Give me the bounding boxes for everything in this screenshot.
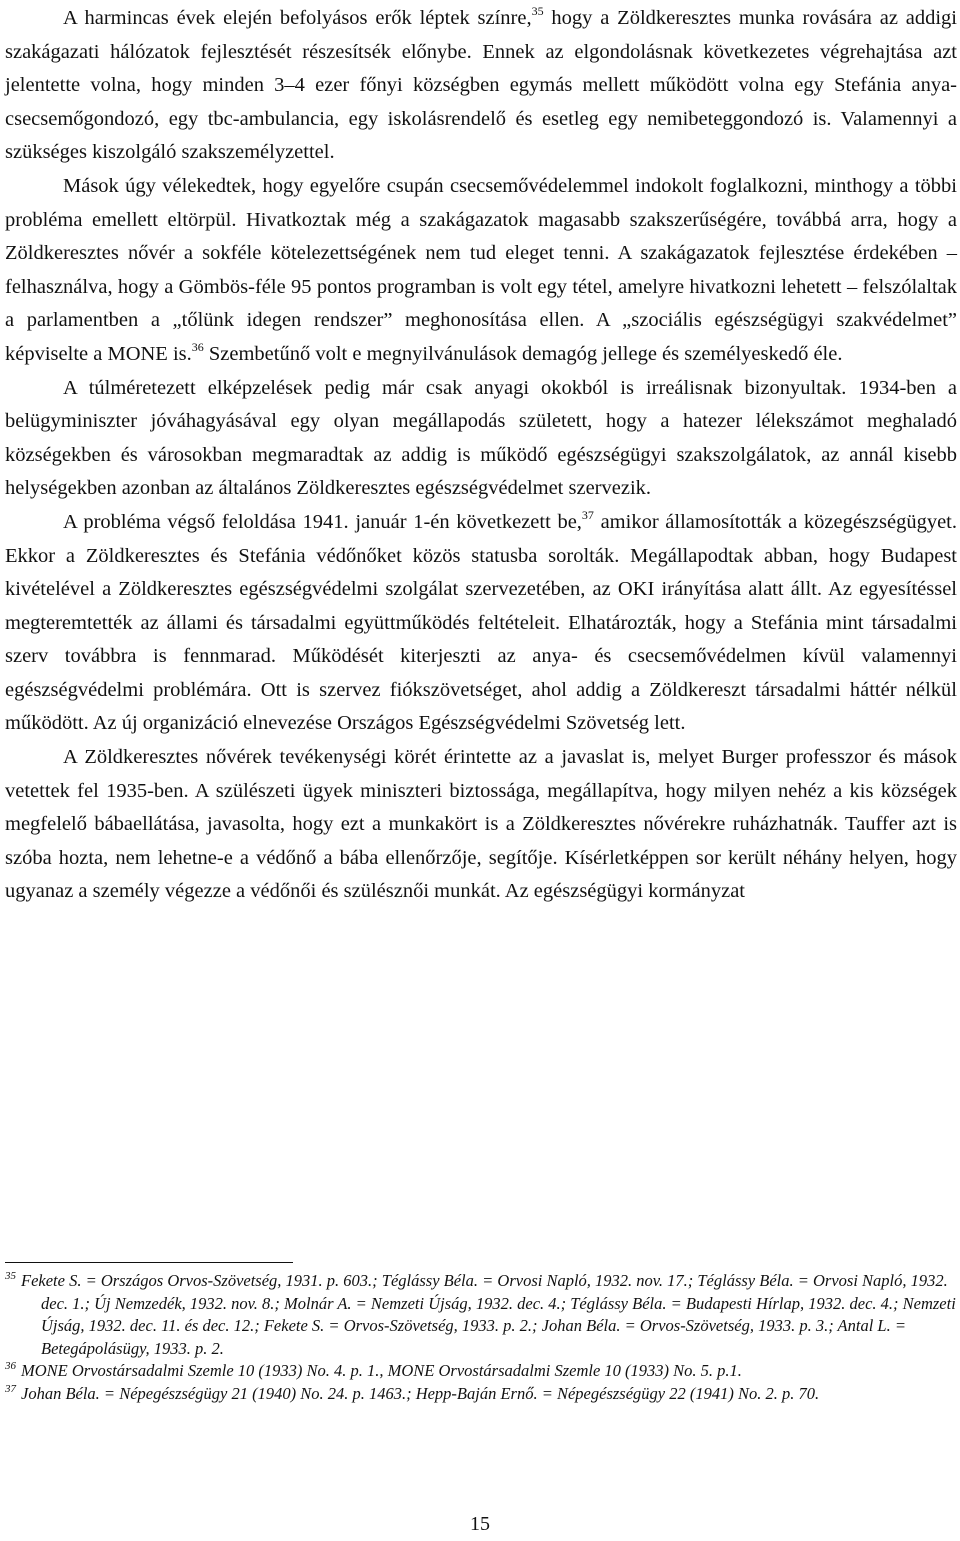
footnote-ref-37[interactable]: 37 <box>581 507 594 522</box>
footnotes <box>5 1270 957 1405</box>
footnote-37: 37 Johan Béla. = Népegészségügy 21 (1940) No. 24. p. 1463.; Hepp-Baján Ernő. = Népegészségügy 22 (1941) No. 2. p. 70. <box>5 1382 820 1403</box>
paragraph-1-text-a: A harmincas évek elején befolyásos erők léptek színre, <box>63 7 532 29</box>
footnote-separator <box>5 1262 293 1263</box>
footnote-ref-36[interactable]: 36 <box>191 339 204 354</box>
body-text <box>5 2 957 909</box>
paragraph-1-text-b: hogy a Zöldkeresztes munka rovására az addigi szakágazati hálózatok fejlesztését részesítsék előnybe. Ennek az elgondolásnak következetes végrehajtása azt jelentette volna, hogy minden 3–4 ezer főnyi községben egymás mellett működött volna egy Stefánia anya-csecsemőgondozó, egy tbc-ambulancia, egy iskolásrendelő és esetleg egy nemibeteggondozó is. Valamennyi a szükséges kiszolgáló szakszemélyzettel. <box>5 7 957 164</box>
paragraph-4 <box>5 506 957 741</box>
paragraph-4-text-b: amikor államosították a közegészségügyet. Ekkor a Zöldkeresztes és Stefánia védőnőket közös statusba sorolták. Megállapodtak abban, hogy Budapest kivételével a Zöldkeresztes egészségvédelmi szolgálat szervezetében, az OKI irányítása alatt állt. Az egyesítéssel megteremtették az állami és társadalmi együttműködés feltételeit. Elhatározták, hogy a Stefánia mint társadalmi szerv továbbra is fennmarad. Működését kiterjeszti az anya- és csecsemővédelmen kívül valamennyi egészségvédelmi problémára. Ott is szervez fiókszövetséget, ahol addig a Zöldkereszt társadalmi háttér nélkül működött. Az új organizáció elnevezése Országos Egészségvédelmi Szövetség lett. <box>5 510 957 735</box>
paragraph-4-text-a: A probléma végső feloldása 1941. január 1-én következett be, <box>63 510 582 533</box>
footnote-36-text: MONE Orvostársadalmi Szemle 10 (1933) No. 4. p. 1., MONE Orvostársadalmi Szemle 10 (1933) No. 5. p.1. <box>21 1361 742 1380</box>
page-number: 15 <box>470 1513 490 1535</box>
footnote-ref-35[interactable]: 35 <box>531 4 544 18</box>
paragraph-1 <box>5 2 957 170</box>
footnote-36: 36 MONE Orvostársadalmi Szemle 10 (1933) No. 4. p. 1., MONE Orvostársadalmi Szemle 10 (1933) No. 5. p.1. <box>5 1360 742 1380</box>
paragraph-3: A túlméretezett elképzelések pedig már csak anyagi okokból is irreálisnak bizonyultak. 1934-ben a belügyminiszter jóváhagyásával egy olyan megállapodás született, hogy a hatezer lélekszámot meghaladó községekben és városokban megmaradtak az addig is működő egészségügyi szakszolgálatok, az annál kisebb helységekben azonban az általános Zöldkeresztes egészségvédelmet szervezik. <box>5 376 957 500</box>
footnote-35-text: Fekete S. = Országos Orvos-Szövetség, 1931. p. 603.; Téglássy Béla. = Orvosi Napló, 1932. nov. 17.; Téglássy Béla. = Orvosi Napló, 1932. dec. 1.; Új Nemzedék, 1932. nov. 8.; Molnár A. = Nemzeti Újság, 1932. dec. 4.; Téglássy Béla. = Budapesti Hírlap, 1932. dec. 4.; Nemzeti Újság, 1932. dec. 11. és dec. 12.; Fekete S. = Orvos-Szövetség, 1933. p. 2.; Johan Béla. = Orvos-Szövetség, 1933. p. 3.; Antal L. = Betegápolásügy, 1933. p. 2. <box>21 1271 956 1358</box>
footnote-37-text: Johan Béla. = Népegészségügy 21 (1940) No. 24. p. 1463.; Hepp-Baján Ernő. = Népegészségügy 22 (1941) No. 2. p. 70. <box>21 1383 820 1403</box>
footnote-35: 35 Fekete S. = Országos Orvos-Szövetség, 1931. p. 603.; Téglássy Béla. = Orvosi Napló, 1932. nov. 17.; Téglássy Béla. = Orvosi Napló, 1932. dec. 1.; Új Nemzedék, 1932. nov. 8.; Molnár A. = Nemzeti Újság, 1932. dec. 4.; Téglássy Béla. = Budapesti Hírlap, 1932. dec. 4.; Nemzeti Újság, 1932. dec. 11. és dec. 12.; Fekete S. = Orvos-Szövetség, 1933. p. 2.; Johan Béla. = Orvos-Szövetség, 1933. p. 3.; Antal L. = Betegápolásügy, 1933. p. 2. <box>5 1270 956 1358</box>
paragraph-2 <box>5 170 957 372</box>
paragraph-2-text-a: Mások úgy vélekedtek, hogy egyelőre csupán csecsemővédelemmel indokolt foglalkozni, minthogy a többi probléma emellett eltörpül. Hivatkoztak még a szakágazatok magasabb szakszerűségére, továbbá arra, hogy a Zöldkeresztes nővér a sokféle kötelezettségének nem tud eleget tenni. A szakágazatok fejlesztése érdekében – felhasználva, hogy a Gömbös-féle 95 pontos programban is volt egy tétel, amelyre hivatkozni lehetett – felszólaltak a parlamentben a „tőlünk idegen rendszer” meghonosítása ellen. A „szociális egészségügyi szakvédelmet” képviselte a MONE is. <box>5 174 957 365</box>
paragraph-2-text-b: Szembetűnő volt e megnyilvánulások demagóg jellege és személyeskedő éle. <box>203 342 843 365</box>
paragraph-5: A Zöldkeresztes nővérek tevékenységi körét érintette az a javaslat is, melyet Burger professzor és mások vetettek fel 1935-ben. A szülészeti ügyek miniszteri biztossága, megállapítva, hogy milyen nehéz a kis községek megfelelő bábaellátása, javasolta, hogy ezt a munkakört is a Zöldkeresztes nővérekre ruházhatnák. Tauffer azt is szóba hozta, nem lehetne-e a védőnő a bába ellenőrzője, segítője. Kísérletképpen sor került néhány helyen, hogy ugyanaz a személy végezze a védőnői és szülésznői munkát. Az egészségügyi kormányzat <box>5 746 957 903</box>
